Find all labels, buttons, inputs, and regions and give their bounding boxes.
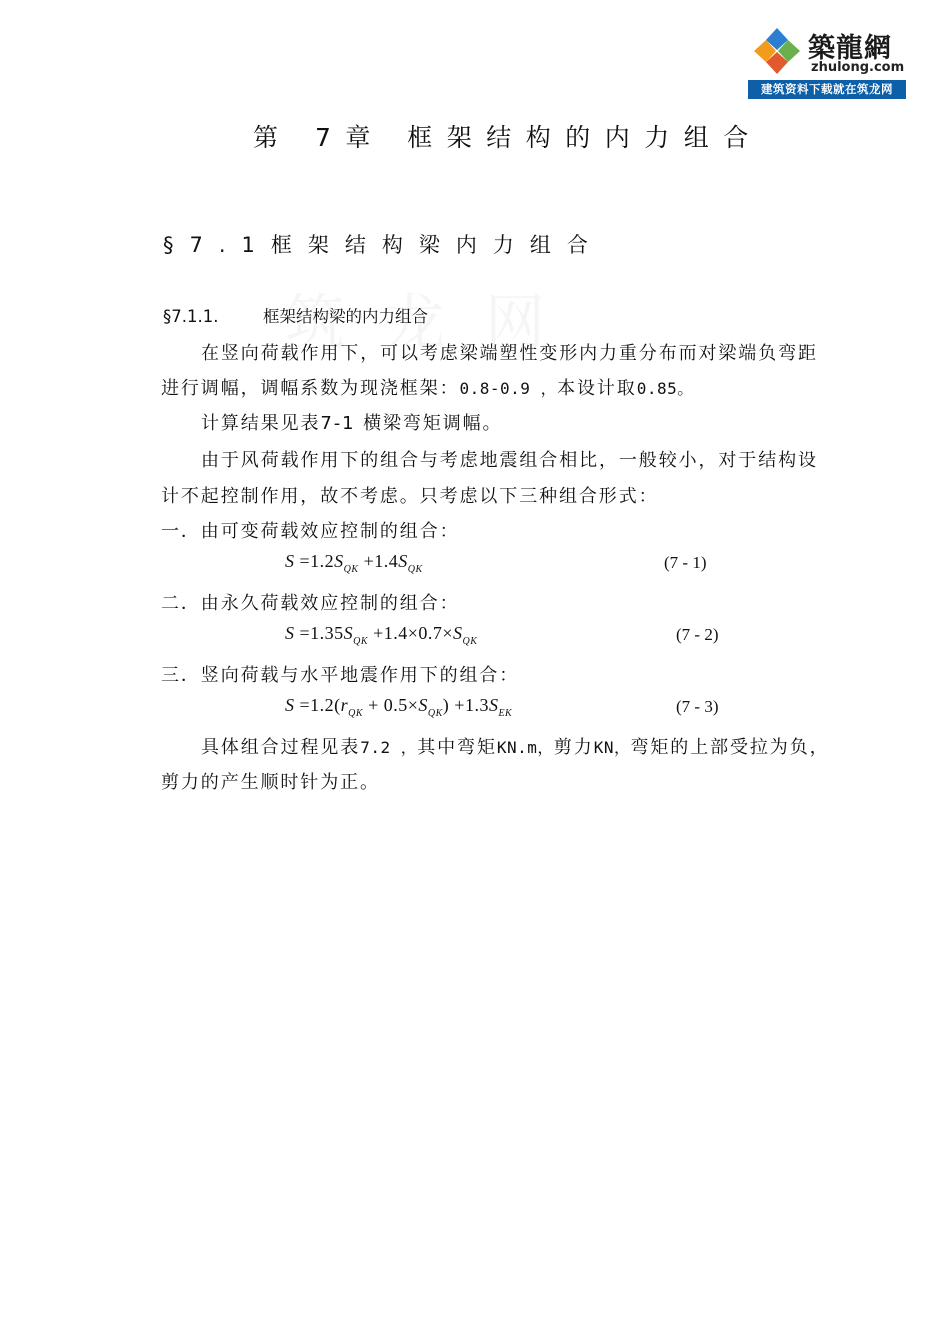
chapter-title: 第 7章 框架结构的内力组合 [253,123,763,152]
logo-slogan: 建筑资料下载就在筑龙网 [748,80,906,99]
paragraph-line: 在竖向荷载作用下，可以考虑梁端塑性变形内力重分布而对梁端负弯距 [201,343,818,364]
logo-name: 築龍網 [808,33,892,64]
equation-7-2: $S =1.35S_{QK} +1.4\times 0.7\times S_{QK}$ [285,623,478,647]
text-span: 剪力 [553,737,594,758]
list-item: 一．由可变荷载效应控制的组合： [161,521,460,542]
paragraph-line [161,374,694,400]
list-item: 二．由永久荷载效应控制的组合： [161,593,460,614]
text-span: 其中弯矩 [417,737,497,758]
text-span: 0.8-0.9 ， [459,379,558,398]
pinwheel-logo-icon [752,26,802,76]
text-span: 0.85。 [636,379,694,398]
list-item: 三．竖向荷载与水平地震作用下的组合： [161,665,520,686]
equation-number: (7 - 2) [676,625,719,644]
text-span: 本设计取 [557,378,637,399]
equation-number: (7 - 3) [676,697,719,716]
text-span: 进行调幅，调幅系数为现浇框架： [161,378,460,399]
text-span: 7.2 ， [360,738,418,757]
paragraph-line: 计不起控制作用，故不考虑。只考虑以下三种组合形式： [161,486,659,507]
zhulong-logo[interactable] [748,22,908,100]
paragraph-line: 计算结果见表7-1 横梁弯矩调幅。 [201,413,503,434]
subsection-number: §7.1.1. [163,307,219,326]
section-title: §7.1框架结构梁内力组合 [163,233,604,257]
text-span: 弯矩的上部受拉为负， [630,737,830,758]
paragraph-line: 由于风荷载作用下的组合与考虑地震组合相比，一般较小，对于结构设 [201,450,818,471]
text-span: 具体组合过程见表 [201,737,361,758]
equation-7-3: $S =1.2(r_{QK} + 0.5\times S_{QK}) +1.3S_{EK}$ [285,695,513,719]
subsection-text: 框架结构梁的内力组合 [263,307,428,326]
subsection-title [163,303,428,327]
text-span: KN， [593,738,631,757]
equation-number: (7 - 1) [664,553,707,572]
logo-domain: zhulong.com [811,60,905,75]
equation-7-1: $S =1.2S_{QK} +1.4S_{QK}$ [285,551,423,575]
text-span: KN.m， [496,738,554,757]
paragraph-line [201,733,830,759]
paragraph-line: 剪力的产生顺时针为正。 [161,772,380,793]
